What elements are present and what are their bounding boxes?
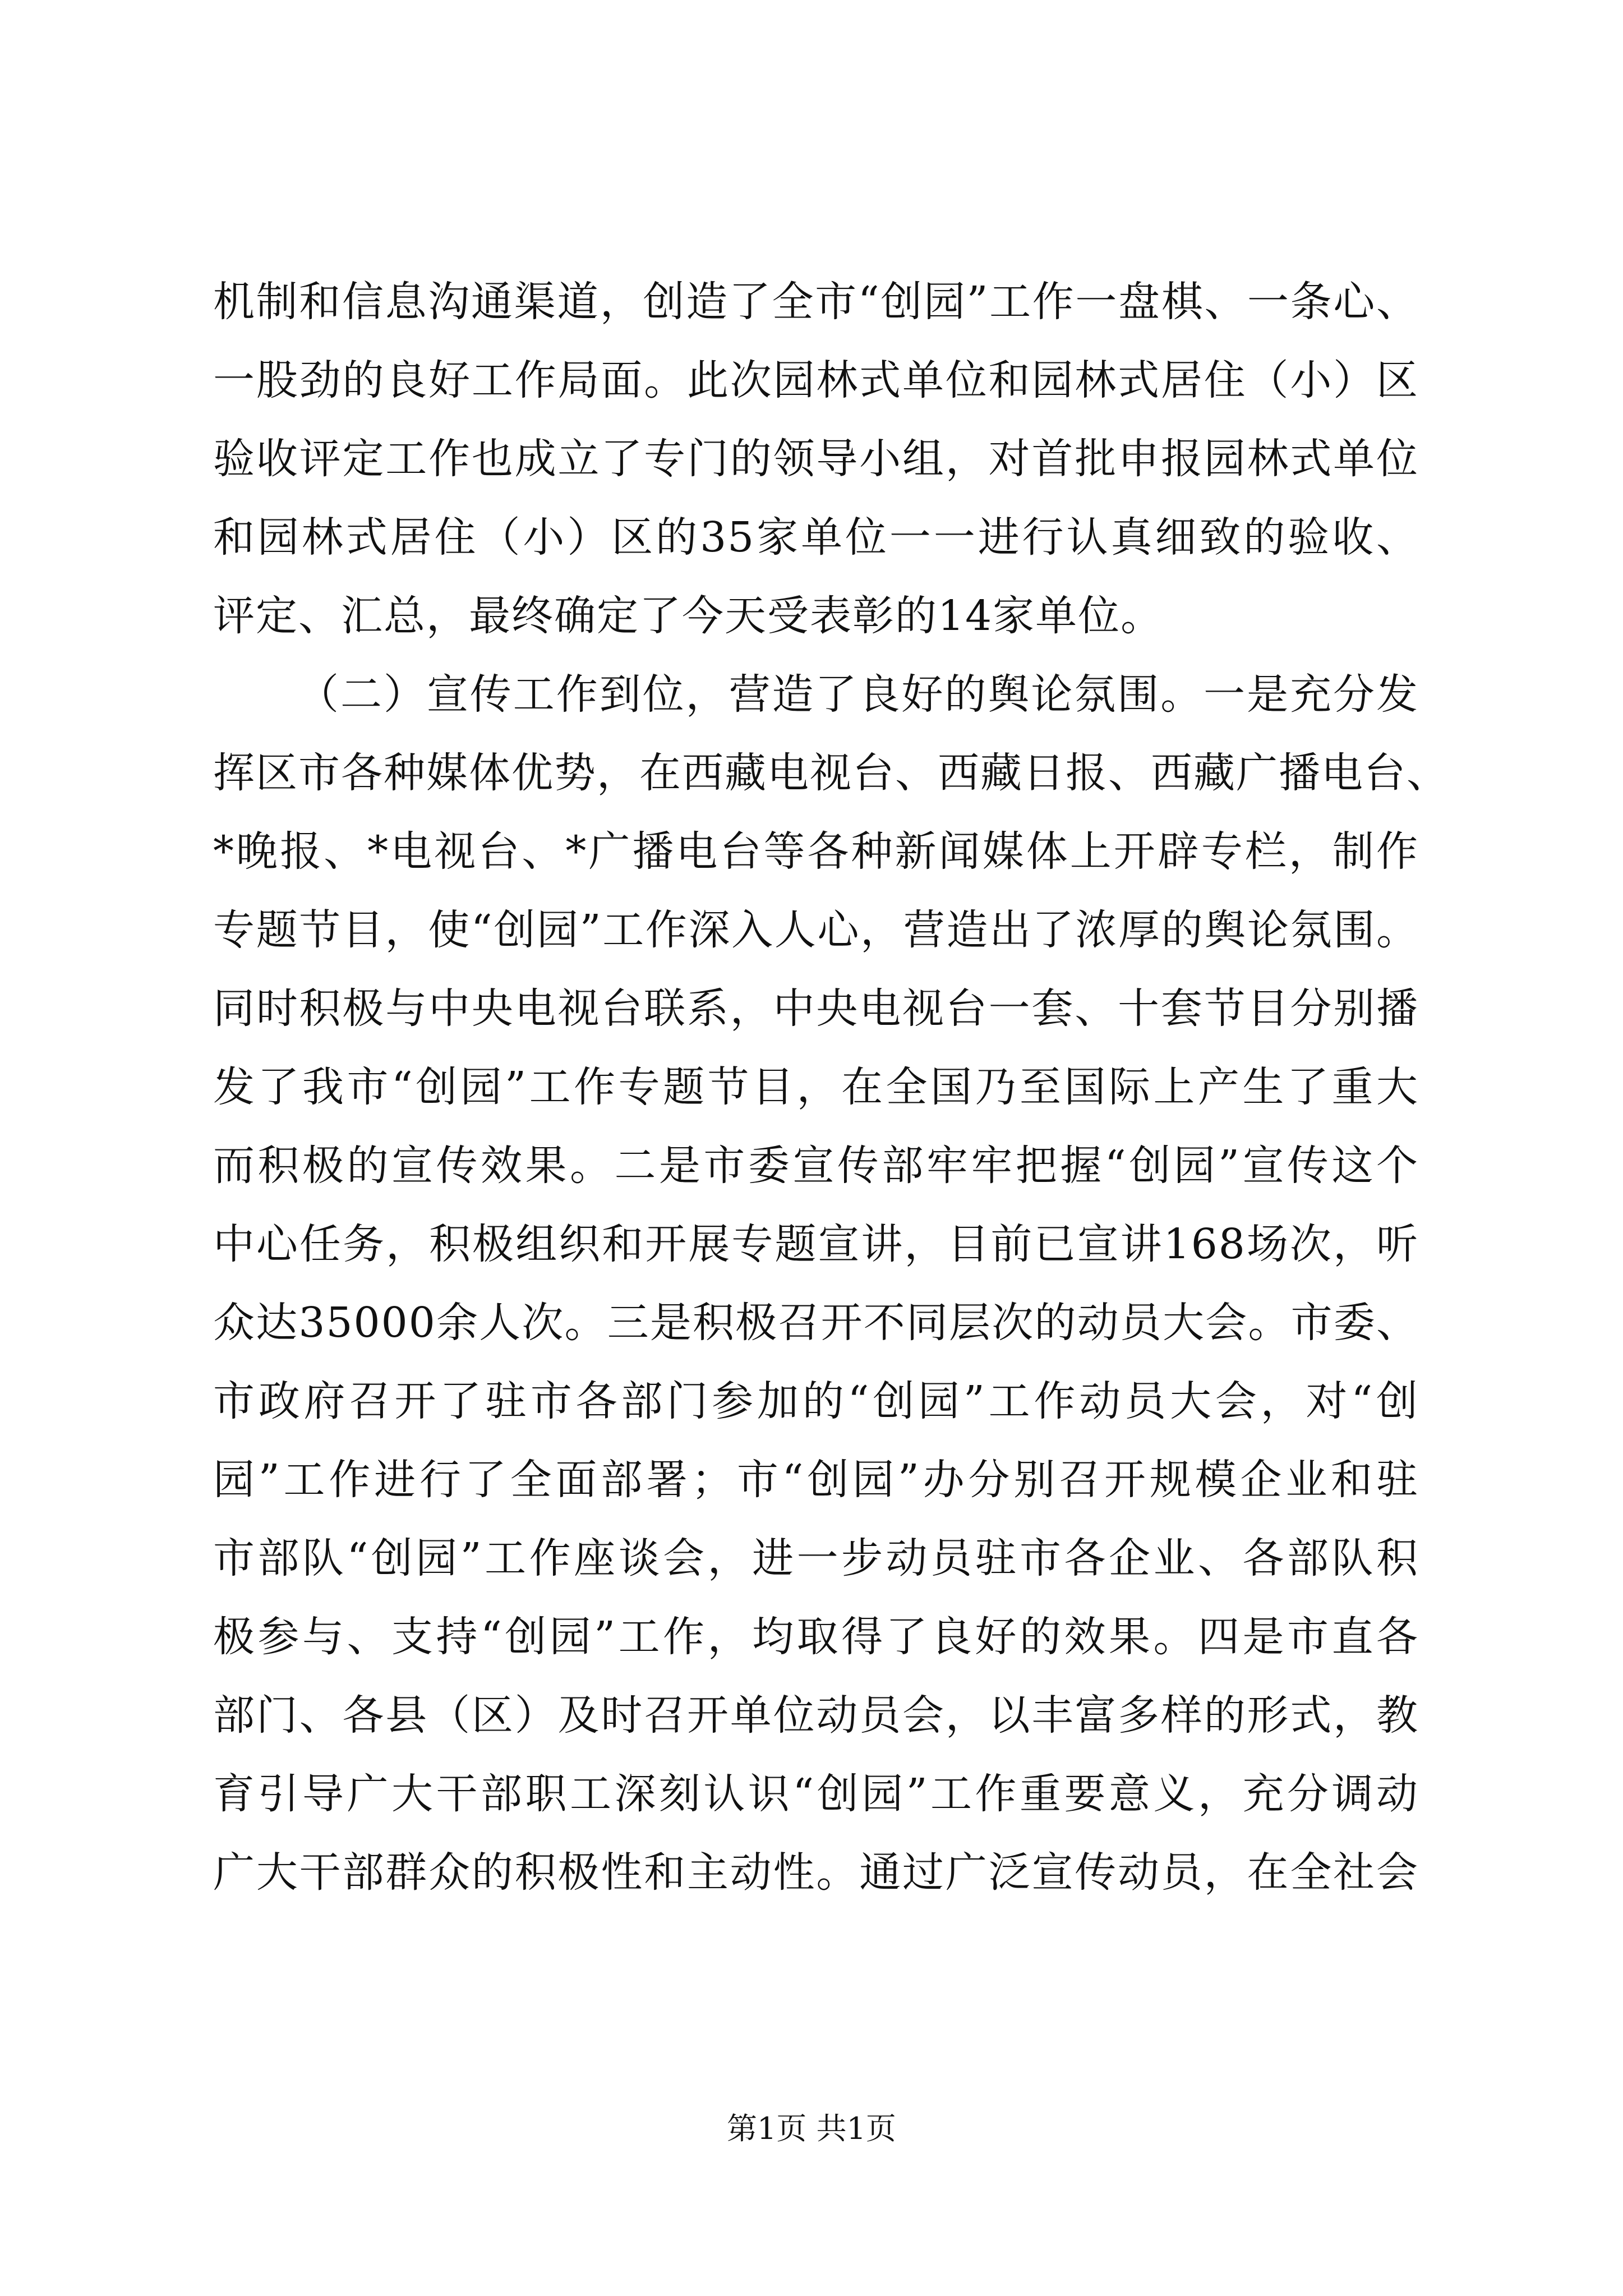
text-line: 极参与、支持“创园”工作，均取得了良好的效果。四是市直各 [213, 1613, 1419, 1661]
text-line: 广大干部群众的积极性和主动性。通过广泛宣传动员，在全社会 [213, 1848, 1419, 1897]
text-line: 验收评定工作也成立了专门的领导小组，对首批申报园林式单位 [213, 435, 1419, 483]
text-line: 市部队“创园”工作座谈会，进一步动员驻市各企业、各部队积 [213, 1534, 1419, 1582]
paragraph-first-line: （二）宣传工作到位，营造了良好的舆论氛围。一是充分发 [297, 670, 1419, 719]
text-line: 挥区市各种媒体优势，在西藏电视台、西藏日报、西藏广播电台、 [213, 749, 1449, 797]
text-line: 市政府召开了驻市各部门参加的“创园”工作动员大会，对“创 [213, 1377, 1419, 1425]
text-line: 中心任务，积极组织和开展专题宣讲，目前已宣讲168场次，听 [213, 1220, 1419, 1268]
text-line: 专题节目，使“创园”工作深入人心，营造出了浓厚的舆论氛围。 [213, 906, 1419, 954]
text-line: *晚报、*电视台、*广播电台等各种新闻媒体上开辟专栏，制作 [213, 827, 1419, 876]
text-line: 众达35000余人次。三是积极召开不同层次的动员大会。市委、 [213, 1299, 1419, 1347]
body-text [213, 263, 1449, 1912]
text-line: 发了我市“创园”工作专题节目，在全国乃至国际上产生了重大 [213, 1063, 1419, 1111]
text-line: 和园林式居住（小）区的35家单位一一进行认真细致的验收、 [213, 513, 1419, 562]
text-line: 机制和信息沟通渠道，创造了全市“创园”工作一盘棋、一条心、 [213, 278, 1419, 326]
text-line: 部门、各县（区）及时召开单位动员会，以丰富多样的形式，教 [213, 1691, 1419, 1740]
text-line: 同时积极与中央电视台联系，中央电视台一套、十套节目分别播 [213, 984, 1419, 1033]
text-line: 评定、汇总，最终确定了今天受表彰的14家单位。 [213, 592, 1164, 640]
page-footer [0, 2106, 1623, 2151]
page-number: 第1页 共1页 [727, 2111, 896, 2146]
text-line: 育引导广大干部职工深刻认识“创园”工作重要意义，充分调动 [213, 1770, 1419, 1818]
text-line: 园”工作进行了全面部署；市“创园”办分别召开规模企业和驻 [213, 1456, 1419, 1504]
text-line: 而积极的宣传效果。二是市委宣传部牢牢把握“创园”宣传这个 [213, 1142, 1419, 1190]
text-line: 一股劲的良好工作局面。此次园林式单位和园林式居住（小）区 [213, 356, 1419, 404]
